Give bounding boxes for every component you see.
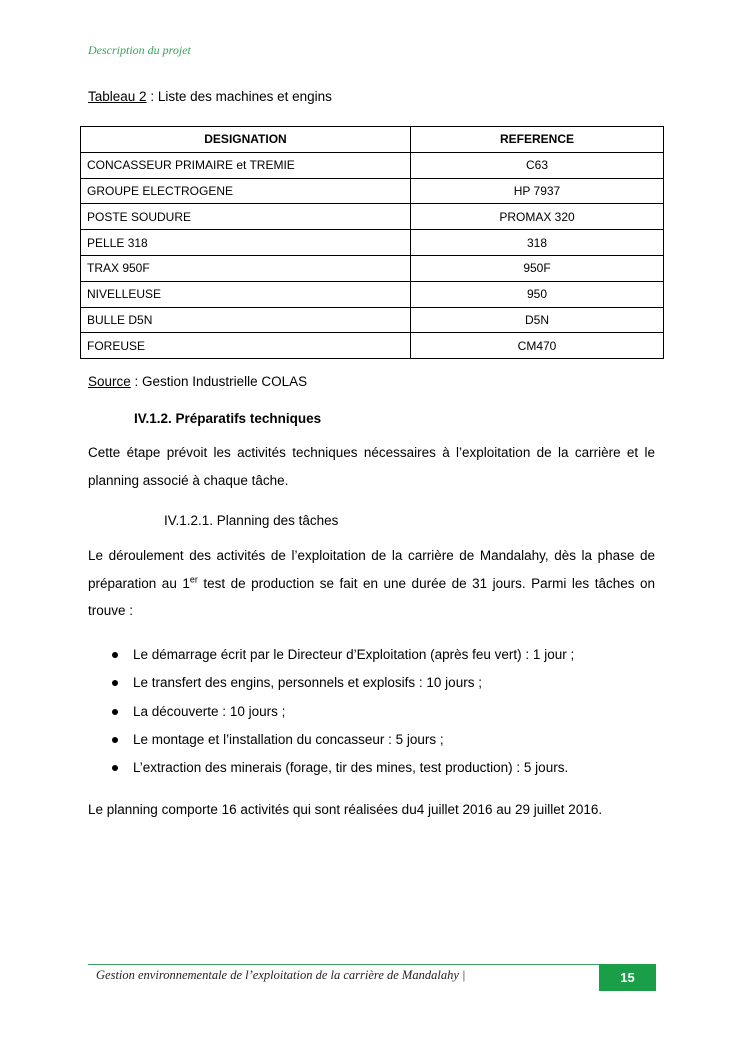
page-number: 15 — [599, 964, 656, 991]
reference-cell: C63 — [411, 152, 664, 178]
task-text: Le démarrage écrit par le Directeur d’Exploitation (après feu vert) : 1 jour ; — [133, 647, 575, 662]
designation-cell: TRAX 950F — [81, 255, 411, 281]
task-text: Le montage et l’installation du concasseur : 5 jours ; — [133, 731, 444, 747]
table-row — [81, 281, 664, 307]
bullet-icon — [112, 737, 118, 743]
table-caption-text: : Liste des machines et engins — [146, 89, 332, 104]
table-row — [81, 230, 664, 256]
bullet-icon — [112, 652, 118, 658]
reference-cell: HP 7937 — [411, 178, 664, 204]
bullet-icon — [112, 765, 118, 771]
designation-cell: CONCASSEUR PRIMAIRE et TREMIE — [81, 152, 411, 178]
reference-cell: 950F — [411, 255, 664, 281]
table-caption — [88, 89, 332, 104]
ordinal-superscript: er — [189, 574, 198, 584]
bullet-icon — [112, 680, 118, 686]
designation-cell: POSTE SOUDURE — [81, 204, 411, 230]
reference-cell: 950 — [411, 281, 664, 307]
subsection-heading: IV.1.2.1. Planning des tâches — [164, 513, 339, 528]
list-item — [88, 641, 668, 669]
table-caption-label: Tableau 2 — [88, 89, 147, 104]
table-source — [88, 374, 307, 389]
table-row — [81, 333, 664, 359]
paragraph-planning-after: test de production se fait en une durée de 31 jours. Parmi les tâches on trouve : — [88, 575, 655, 618]
list-item — [88, 726, 668, 754]
source-text: : Gestion Industrielle COLAS — [130, 374, 308, 389]
list-item — [88, 698, 668, 726]
machines-table — [80, 126, 664, 359]
footer-title: Gestion environnementale de l’exploitation de la carrière de Mandalahy | — [96, 968, 466, 982]
designation-cell: FOREUSE — [81, 333, 411, 359]
reference-cell: D5N — [411, 307, 664, 333]
table-row — [81, 178, 664, 204]
footer-divider — [88, 964, 656, 965]
task-text: L’extraction des minerais (forage, tir des mines, test production) : 5 jours. — [133, 760, 569, 776]
running-header: Description du projet — [88, 43, 191, 57]
section-heading: IV.1.2. Préparatifs techniques — [134, 411, 322, 426]
paragraph-conclusion: Le planning comporte 16 activités qui sont réalisées du4 juillet 2016 au 29 juillet 2016. — [88, 802, 603, 817]
designation-cell: PELLE 318 — [81, 230, 411, 256]
task-list — [88, 641, 668, 782]
table-header-row — [81, 127, 664, 153]
table-row — [81, 307, 664, 333]
column-header-designation: DESIGNATION — [81, 127, 411, 153]
table-row — [81, 152, 664, 178]
reference-cell: PROMAX 320 — [411, 204, 664, 230]
list-item — [88, 754, 668, 782]
source-label: Source — [88, 374, 131, 389]
task-text: La découverte : 10 jours ; — [133, 703, 286, 719]
paragraph-planning — [88, 542, 655, 625]
paragraph-planning-before: Le déroulement des activités de l’exploitation de la carrière de Mandalahy, dès la phase de préparation au 1 — [88, 548, 655, 591]
designation-cell: GROUPE ELECTROGENE — [81, 178, 411, 204]
table-row — [81, 255, 664, 281]
paragraph-intro: Cette étape prévoit les activités techniques nécessaires à l’exploitation de la carrière et le planning associé à chaque tâche. — [88, 445, 655, 488]
reference-cell: CM470 — [411, 333, 664, 359]
bullet-icon — [112, 709, 118, 715]
designation-cell: BULLE D5N — [81, 307, 411, 333]
reference-cell: 318 — [411, 230, 664, 256]
column-header-reference: REFERENCE — [411, 127, 664, 153]
designation-cell: NIVELLEUSE — [81, 281, 411, 307]
list-item — [88, 669, 668, 697]
task-text: Le transfert des engins, personnels et explosifs : 10 jours ; — [133, 675, 482, 691]
table-row — [81, 204, 664, 230]
